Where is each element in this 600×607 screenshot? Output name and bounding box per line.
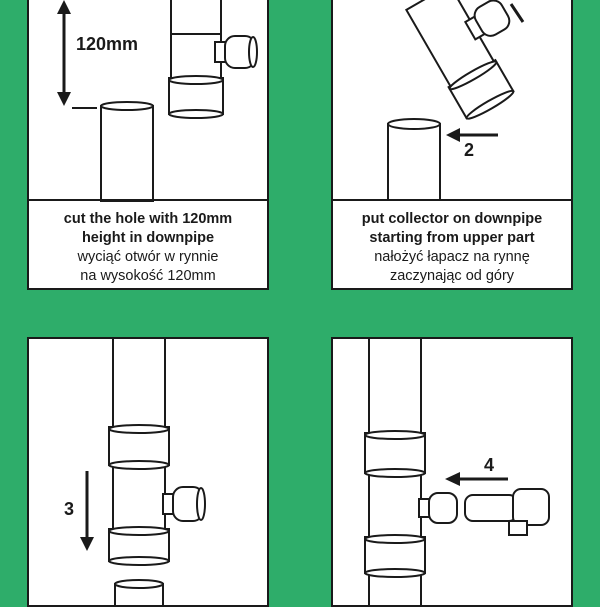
step-1-divider bbox=[29, 199, 267, 201]
step-2-pl-line2: zaczynając od góry bbox=[389, 268, 515, 284]
step-2-en-line1: put collector on downpipe bbox=[361, 211, 543, 227]
step-3-illustration bbox=[29, 339, 269, 607]
step-4-panel bbox=[331, 337, 573, 607]
step-2-number: 2 bbox=[464, 140, 475, 160]
measure-label: 120mm bbox=[76, 34, 139, 54]
step-1-panel bbox=[27, 0, 269, 290]
step-1-pl-line2: na wysokość 120mm bbox=[80, 268, 216, 284]
step-2-caption bbox=[333, 210, 571, 286]
step-4-number: 4 bbox=[484, 455, 495, 475]
step-2-panel bbox=[331, 0, 573, 290]
step-1-caption bbox=[29, 210, 267, 286]
step-1-pl-line1: wyciąć otwór w rynnie bbox=[77, 249, 219, 265]
step-1-en-line1: cut the hole with 120mm bbox=[63, 211, 233, 227]
step-3-number: 3 bbox=[64, 499, 75, 519]
step-2-pl-line1: nałożyć łapacz na rynnę bbox=[374, 249, 530, 265]
step-1-en-line2: height in downpipe bbox=[81, 230, 215, 246]
step-2-en-line2: starting from upper part bbox=[369, 230, 535, 246]
step-2-divider bbox=[333, 199, 571, 201]
step-3-panel bbox=[27, 337, 269, 607]
step-4-illustration bbox=[333, 339, 573, 607]
